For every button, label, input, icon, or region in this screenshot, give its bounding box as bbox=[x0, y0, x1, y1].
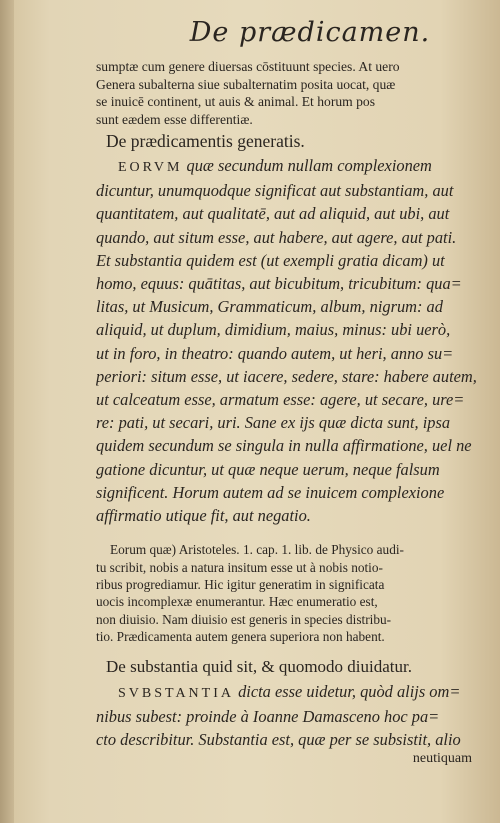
catchword: neutiquam bbox=[412, 751, 472, 767]
text-line: SVBSTANTIA dicta esse uidetur, quòd alijs om= bbox=[118, 681, 461, 701]
lead-word: EORVM bbox=[118, 160, 183, 175]
text-line: Genera subalterna siue subalternatim posita uocat, quæ bbox=[96, 76, 396, 92]
text-line: affirmatio utique fit, aut negatio. bbox=[96, 506, 311, 526]
top-paragraph bbox=[96, 58, 484, 128]
text-line: tu scribit, nobis a natura insitum esse ut à nobis notio- bbox=[96, 559, 383, 575]
text-line: sumptæ cum genere diuersas cōstituunt species. At uero bbox=[96, 59, 400, 74]
text-line: significent. Horum autem ad se inuicem complexione bbox=[96, 482, 445, 502]
commentary-block bbox=[96, 541, 484, 645]
text-line: se inuicē continent, ut auis & animal. Et horum pos bbox=[96, 94, 375, 109]
text-line: Eorum quæ) Aristoteles. 1. cap. 1. lib. de Physico audi- bbox=[110, 542, 404, 558]
text-line: ut in foro, in theatro: quando autem, ut heri, anno su= bbox=[96, 343, 454, 363]
section-heading: De substantia quid sit, & quomodo diuidatur. bbox=[106, 656, 412, 676]
aristotle-text-block bbox=[96, 154, 484, 527]
text-line: litas, ut Musicum, Grammaticum, album, nigrum: ad bbox=[96, 297, 443, 317]
text-line: periori: situm esse, ut iacere, sedere, stare: habere autem, bbox=[96, 366, 477, 386]
section-heading: De prædicamentis generatis. bbox=[106, 131, 305, 151]
lead-word: SVBSTANTIA bbox=[118, 685, 234, 701]
text-line: quando, aut situm esse, aut habere, aut agere, aut pati. bbox=[96, 227, 457, 247]
text-line: aliquid, ut duplum, dimidium, maius, minus: ubi uerò, bbox=[96, 320, 451, 340]
text-line: Et substantia quidem est (ut exempli gratia dicam) ut bbox=[96, 250, 445, 270]
running-head: De prædicamen. bbox=[189, 17, 431, 48]
text-line: ribus progrediamur. Hic igitur generatim in significata bbox=[96, 577, 385, 593]
text-line: uocis incomplexæ enumerantur. Hæc enumeratio est, bbox=[96, 594, 378, 610]
text-line: cto describitur. Substantia est, quæ per se subsistit, alio bbox=[96, 730, 461, 750]
text-line: re: pati, ut secari, uri. Sane ex ijs quæ dicta sunt, ipsa bbox=[96, 413, 451, 433]
substantia-text-block bbox=[96, 680, 484, 752]
text-line: ut calceatum esse, armatum esse: agere, ut secare, ure= bbox=[96, 390, 465, 410]
text-line: non diuisio. Nam diuisio est generis in species distribu- bbox=[96, 611, 392, 627]
text-line: dicuntur, unumquodque significat aut substantiam, aut bbox=[96, 181, 454, 201]
text-line: quidem secundum se singula in nulla affirmatione, uel ne bbox=[96, 436, 472, 456]
text-line: homo, equus: quātitas, aut bicubitum, tricubitum: qua= bbox=[96, 274, 462, 294]
text-line: nibus subest: proinde à Ioanne Damasceno hoc pa= bbox=[96, 706, 440, 726]
text-line: gatione dicuntur, ut quæ neque uerum, neque falsum bbox=[96, 459, 440, 479]
text-line: quantitatem, aut qualitatē, aut ad aliquid, aut ubi, aut bbox=[96, 204, 450, 224]
text-line: sunt eædem esse differentiæ. bbox=[96, 111, 253, 127]
text-line: EORVM quæ secundum nullam complexionem bbox=[118, 156, 432, 175]
text-line: tio. Prædicamenta autem genera superiora non habent. bbox=[96, 629, 385, 645]
